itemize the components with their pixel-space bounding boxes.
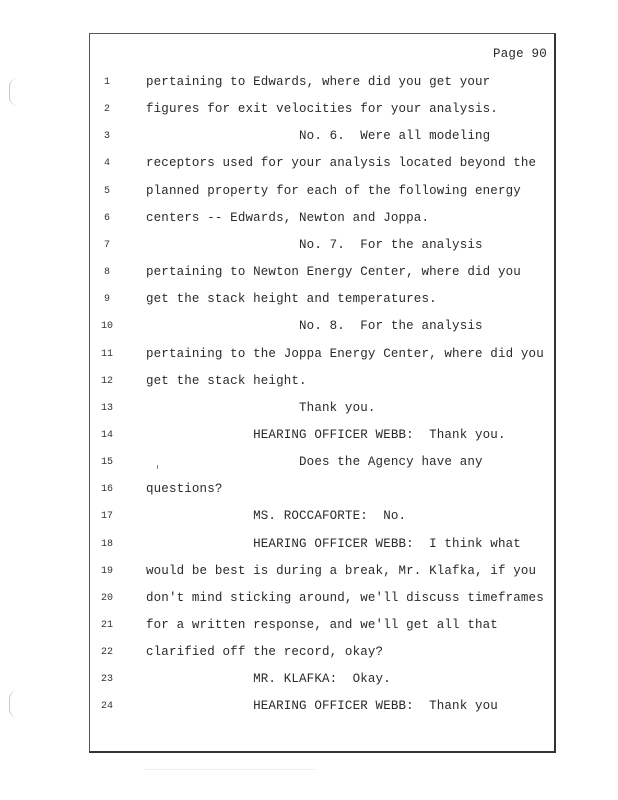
line-number: 24 (100, 701, 113, 713)
page-number: Page 90 (493, 47, 547, 61)
line-number: 20 (100, 592, 113, 604)
transcript-line: HEARING OFFICER WEBB: Thank you (146, 699, 498, 714)
transcript-line: MS. ROCCAFORTE: No. (146, 509, 407, 524)
transcript-line: HEARING OFFICER WEBB: Thank you. (146, 427, 506, 442)
transcript-line: planned property for each of the following energy (146, 183, 521, 198)
line-number: 9 (103, 294, 110, 306)
transcript-line: don't mind sticking around, we'll discuss timeframes (146, 590, 544, 605)
line-number: 17 (100, 511, 113, 523)
transcript-line: pertaining to the Joppa Energy Center, where did you (146, 346, 544, 361)
transcript-line: get the stack height. (146, 373, 307, 388)
transcript-line: for a written response, and we'll get all that (146, 618, 498, 632)
line-number: 8 (103, 267, 110, 279)
transcript-line: No. 7. For the analysis (146, 237, 483, 252)
line-number: 23 (100, 674, 113, 686)
line-number: 12 (100, 375, 113, 387)
line-number: 11 (100, 348, 113, 360)
line-number: 14 (100, 429, 113, 441)
line-number: 5 (103, 185, 110, 197)
transcript-line: Does the Agency have any (146, 455, 483, 470)
transcript-line: questions? (146, 482, 223, 497)
transcript-line: receptors used for your analysis located beyond the (146, 156, 537, 171)
line-number: 6 (103, 212, 110, 224)
line-number: 19 (100, 565, 113, 577)
transcript-line: would be best is during a break, Mr. Klafka, if you (146, 563, 537, 578)
line-number: 1 (103, 77, 110, 88)
line-number: 22 (100, 647, 113, 659)
line-number: 4 (103, 158, 110, 170)
line-number: 3 (103, 131, 110, 143)
transcript-line: Thank you. (146, 400, 376, 415)
transcript-line: pertaining to Newton Energy Center, where did you (146, 265, 521, 280)
line-number: 21 (100, 620, 113, 631)
line-number: 15 (100, 457, 113, 469)
binder-hole-mark (9, 690, 18, 718)
scan-smudge (145, 769, 315, 770)
transcript-line: No. 8. For the analysis (146, 319, 483, 334)
transcript-line: figures for exit velocities for your analysis. (146, 102, 498, 117)
line-number: 16 (100, 484, 113, 496)
transcript-line: pertaining to Edwards, where did you get your (146, 75, 491, 89)
transcript-line: get the stack height and temperatures. (146, 292, 437, 307)
transcript-line: No. 6. Were all modeling (146, 129, 491, 144)
binder-hole-mark (9, 78, 18, 106)
line-number: 13 (100, 402, 113, 414)
transcript-line: centers -- Edwards, Newton and Joppa. (146, 210, 430, 225)
line-number: 2 (103, 104, 110, 116)
transcript-line: HEARING OFFICER WEBB: I think what (146, 536, 521, 551)
line-number: 7 (103, 239, 110, 251)
transcript-line: clarified off the record, okay? (146, 645, 384, 660)
transcript-line: MR. KLAFKA: Okay. (146, 672, 391, 687)
line-number: 18 (100, 538, 113, 550)
line-number: 10 (100, 321, 113, 333)
